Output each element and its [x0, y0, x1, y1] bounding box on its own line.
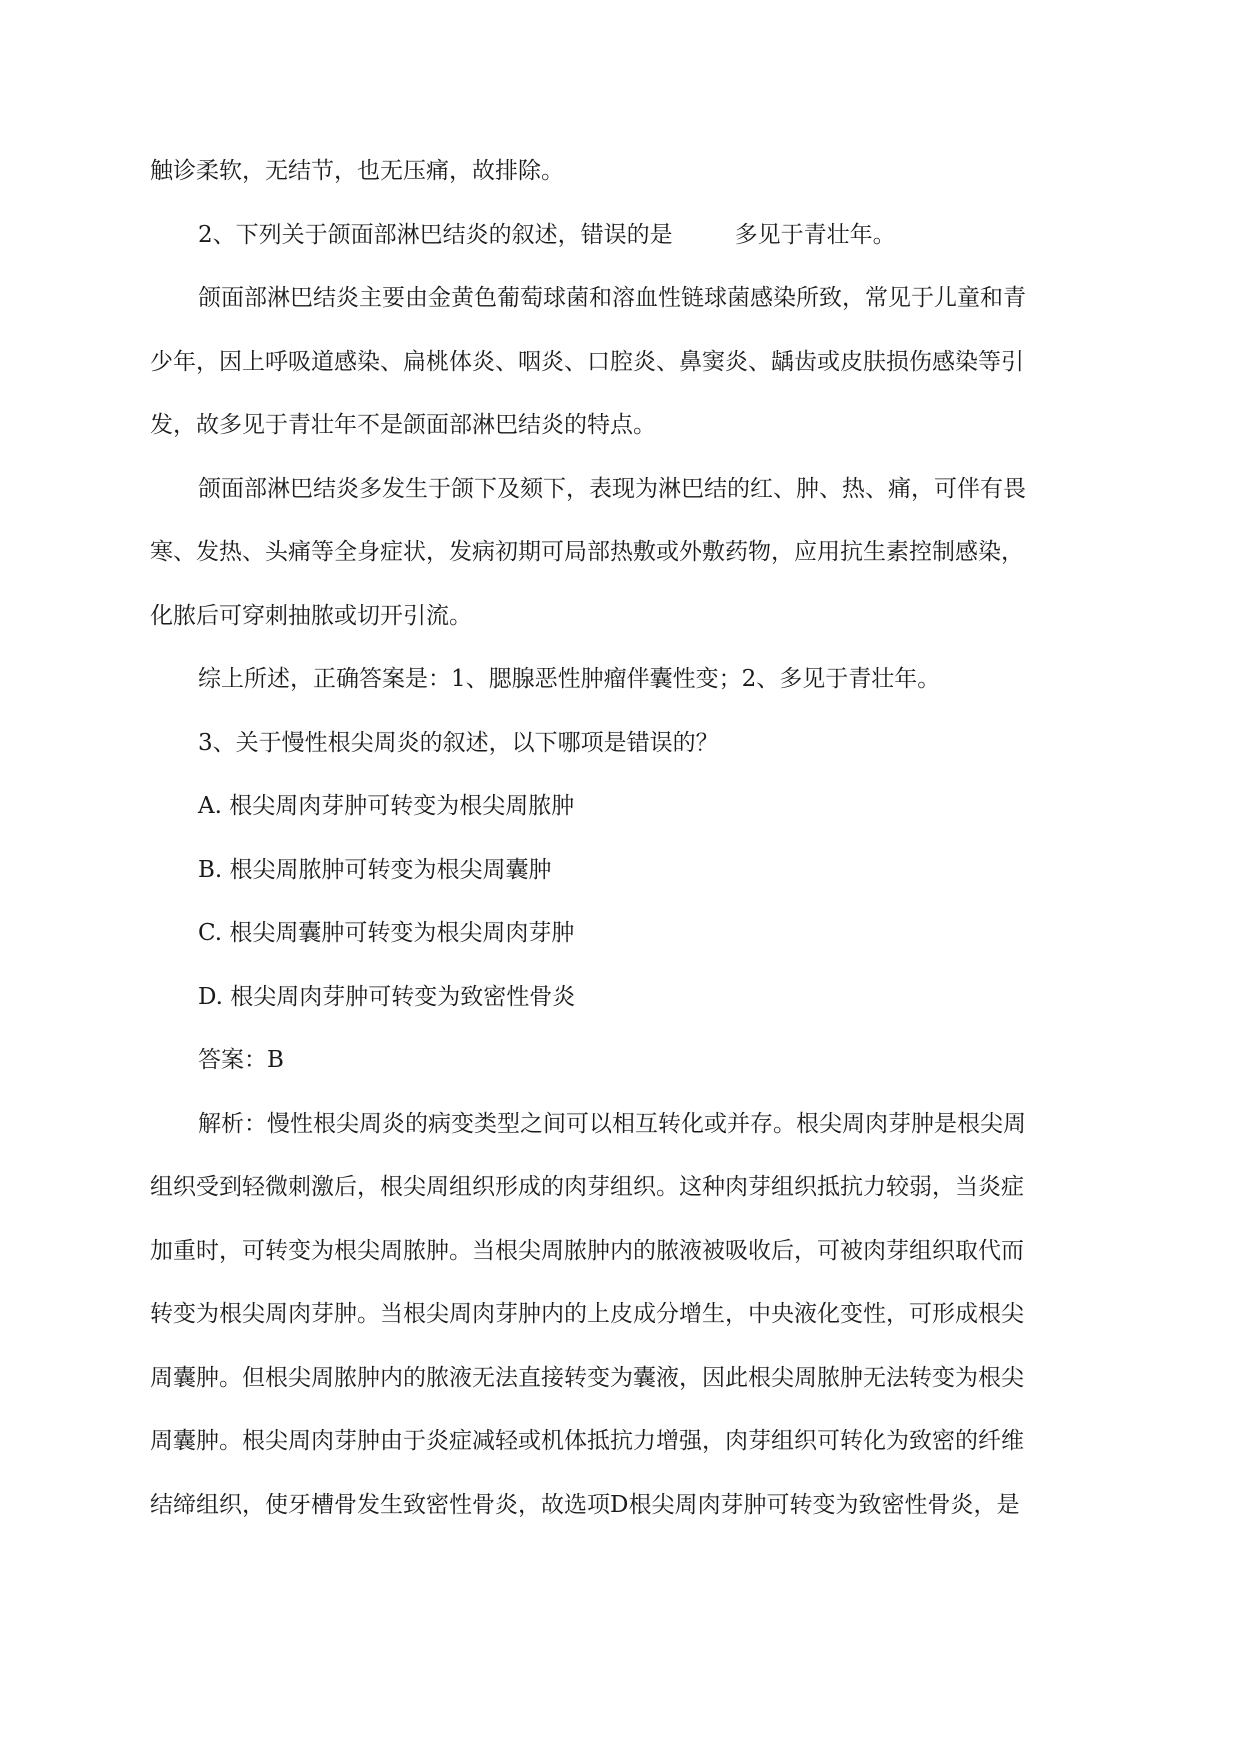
- analysis-line: 加重时，可转变为根尖周脓肿。当根尖周脓肿内的脓液被吸收后，可被肉芽组织取代而: [150, 1237, 1024, 1264]
- paragraph-line: 颌面部淋巴结炎多发生于颌下及颏下，表现为淋巴结的红、肿、热、痛，可伴有畏: [198, 475, 1026, 502]
- paragraph-line: 寒、发热、头痛等全身症状，发病初期可局部热敷或外敷药物，应用抗生素控制感染，: [150, 539, 1024, 565]
- analysis-line: 结缔组织，使牙槽骨发生致密性骨炎，故选项D根尖周肉芽肿可转变为致密性骨炎，是: [150, 1491, 1020, 1518]
- analysis-line: 组织受到轻微刺激后，根尖周组织形成的肉芽组织。这种肉芽组织抵抗力较弱，当炎症: [150, 1174, 1024, 1200]
- option-c: C. 根尖周囊肿可转变为根尖周肉芽肿: [198, 920, 575, 946]
- question-2-stem: 2、下列关于颌面部淋巴结炎的叙述，错误的是: [198, 221, 673, 248]
- paragraph-line: 颌面部淋巴结炎主要由金黄色葡萄球菌和溶血性链球菌感染所致，常见于儿童和青: [198, 285, 1026, 311]
- answer-line: 答案：B: [198, 1047, 284, 1073]
- paragraph-line: 化脓后可穿刺抽脓或切开引流。: [150, 602, 472, 629]
- option-a: A. 根尖周肉芽肿可转变为根尖周脓肿: [198, 793, 575, 819]
- analysis-line: 周囊肿。根尖周肉芽肿由于炎症减轻或机体抵抗力增强，肉芽组织可转化为致密的纤维: [150, 1428, 1024, 1454]
- analysis-line: 周囊肿。但根尖周脓肿内的脓液无法直接转变为囊液，因此根尖周脓肿无法转变为根尖: [150, 1364, 1024, 1391]
- paragraph-line: 触诊柔软，无结节，也无压痛，故排除。: [150, 158, 564, 184]
- paragraph-line: 发，故多见于青壮年不是颌面部淋巴结炎的特点。: [150, 412, 656, 438]
- summary-line: 综上所述，正确答案是：1、腮腺恶性肿瘤伴囊性变；2、多见于青壮年。: [198, 666, 941, 692]
- paragraph-line: 少年，因上呼吸道感染、扁桃体炎、咽炎、口腔炎、鼻窦炎、龋齿或皮肤损伤感染等引: [150, 348, 1024, 375]
- document-body: [150, 140, 1100, 1537]
- option-b: B. 根尖周脓肿可转变为根尖周囊肿: [198, 856, 552, 883]
- analysis-line: 转变为根尖周肉芽肿。当根尖周肉芽肿内的上皮成分增生，中央液化变性，可形成根尖: [150, 1301, 1024, 1327]
- option-d: D. 根尖周肉芽肿可转变为致密性骨炎: [198, 983, 576, 1010]
- question-2-line: [150, 204, 1100, 268]
- question-2-answer: 多见于青壮年。: [734, 221, 896, 248]
- question-3-stem: 3、关于慢性根尖周炎的叙述，以下哪项是错误的？: [198, 729, 719, 756]
- analysis-line: 解析：慢性根尖周炎的病变类型之间可以相互转化或并存。根尖周肉芽肿是根尖周: [198, 1110, 1026, 1137]
